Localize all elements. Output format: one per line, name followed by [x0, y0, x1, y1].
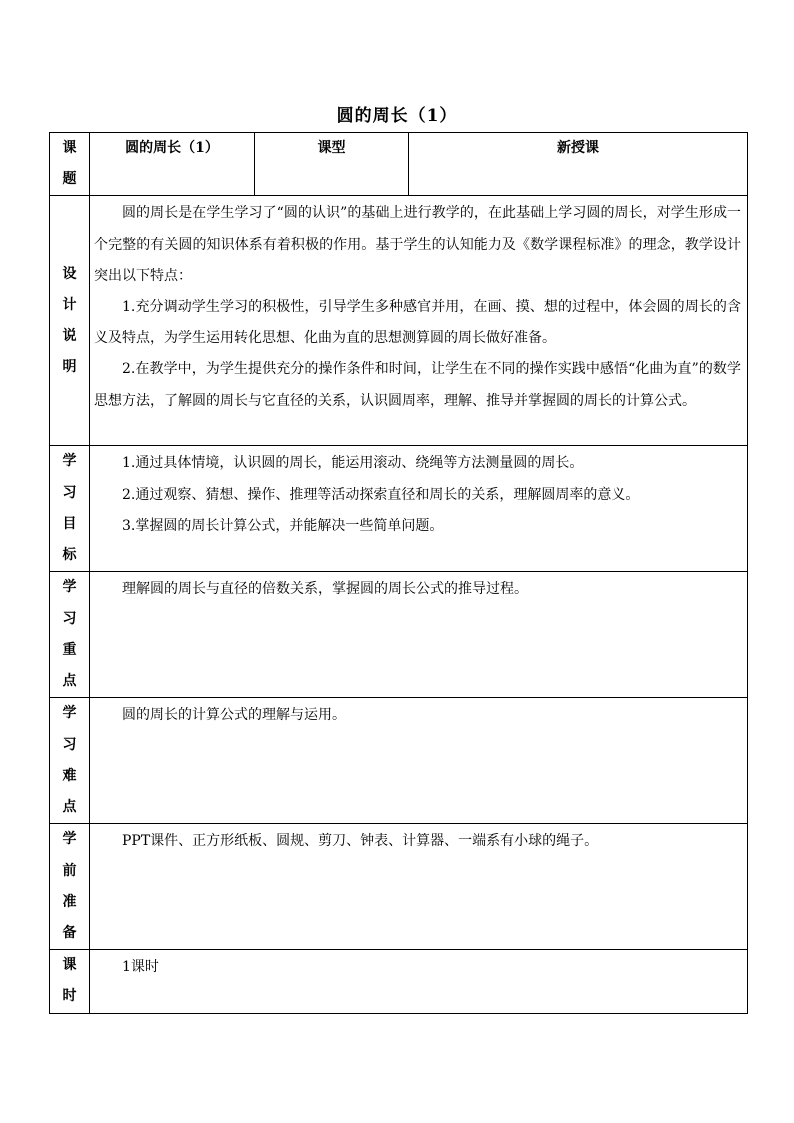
topic-label: 课 题	[50, 133, 90, 196]
design-label: 设 计 说 明	[50, 196, 90, 446]
hours-text: 1课时	[122, 959, 159, 976]
topic-row	[50, 133, 748, 196]
topic-value: 圆的周长（1）	[90, 133, 255, 196]
difficulties-label: 学 习 难 点	[50, 698, 90, 824]
key-points-row	[50, 572, 748, 698]
difficulties-content	[90, 698, 748, 824]
hours-label: 课 时	[50, 950, 90, 1013]
goals-row	[50, 446, 748, 572]
design-paragraph: 2.在教学中，为学生提供充分的操作条件和时间，让学生在不同的操作实践中感悟“化曲为直”的数学思想方法，了解圆的周长与它直径的关系，认识圆周率，理解、推导并掌握圆的周长的计算公式。	[94, 361, 741, 409]
design-row	[50, 196, 748, 446]
goal-item: 1.通过具体情境，认识圆的周长，能运用滚动、绕绳等方法测量圆的周长。	[122, 455, 584, 472]
key-points-content	[90, 572, 748, 698]
document-title: 圆的周长（1）	[336, 106, 458, 126]
preparation-label: 学 前 准 备	[50, 824, 90, 950]
goals-content	[90, 446, 748, 572]
type-value: 新授课	[409, 133, 748, 196]
hours-content	[90, 950, 748, 1013]
difficulties-text: 圆的周长的计算公式的理解与运用。	[122, 707, 346, 724]
key-points-label: 学 习 重 点	[50, 572, 90, 698]
goal-item: 3.掌握圆的周长计算公式，并能解决一些简单问题。	[122, 517, 444, 534]
preparation-text: PPT课件、正方形纸板、圆规、剪刀、钟表、计算器、一端系有小球的绳子。	[122, 833, 599, 850]
preparation-content	[90, 824, 748, 950]
key-points-text: 理解圆的周长与直径的倍数关系，掌握圆的周长公式的推导过程。	[122, 581, 528, 598]
goal-item: 2.通过观察、猜想、操作、推理等活动探索直径和周长的关系，理解圆周率的意义。	[122, 486, 640, 503]
hours-row	[50, 950, 748, 1013]
lesson-plan-table	[49, 132, 748, 1014]
design-paragraph: 1.充分调动学生学习的积极性，引导学生多种感官并用，在画、摸、想的过程中，体会圆的周长的含义及特点，为学生运用转化思想、化曲为直的思想测算圆的周长做好准备。	[94, 299, 741, 347]
goals-label: 学 习 目 标	[50, 446, 90, 572]
difficulties-row	[50, 698, 748, 824]
design-content	[90, 196, 748, 446]
design-paragraph: 圆的周长是在学生学习了“圆的认识”的基础上进行教学的，在此基础上学习圆的周长，对学生形成一个完整的有关圆的知识体系有着积极的作用。基于学生的认知能力及《数学课程标准》的理念，教学设计突出以下特点：	[94, 205, 741, 284]
preparation-row	[50, 824, 748, 950]
type-label: 课型	[255, 133, 409, 196]
